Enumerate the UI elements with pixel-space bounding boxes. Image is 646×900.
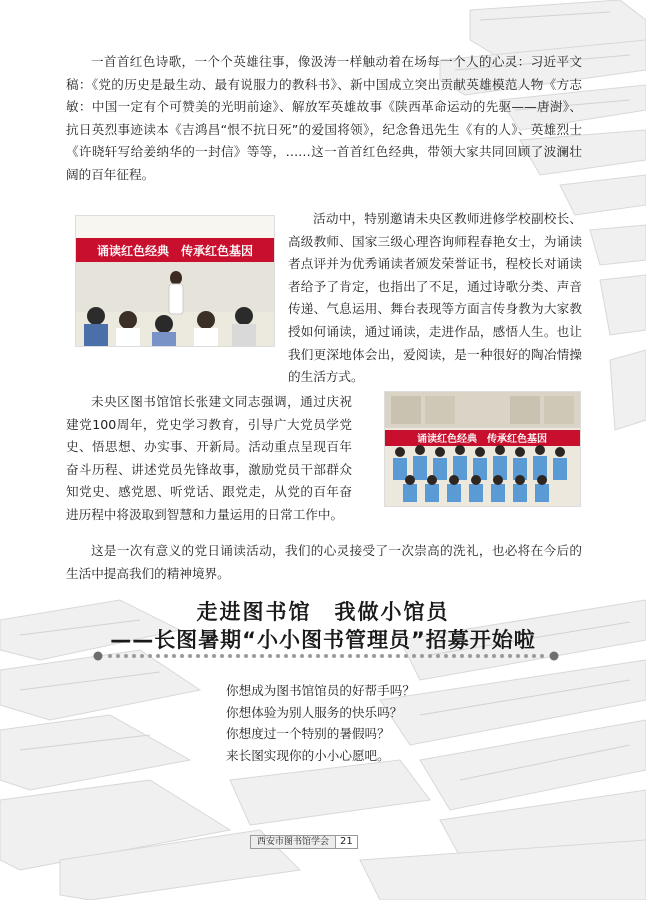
divider-dot — [252, 654, 256, 658]
divider-dot — [164, 654, 168, 658]
divider-dot — [188, 654, 192, 658]
divider-dot — [412, 654, 416, 658]
divider-dot — [396, 654, 400, 658]
divider-dot — [460, 654, 464, 658]
divider-dot — [244, 654, 248, 658]
divider-dot — [124, 654, 128, 658]
divider-dot — [308, 654, 312, 658]
divider-dot — [116, 654, 120, 658]
divider-dot — [268, 654, 272, 658]
divider-dot — [292, 654, 296, 658]
divider-dot — [356, 654, 360, 658]
divider-dot — [364, 654, 368, 658]
article-paragraph-4: 这是一次有意义的党日诵读活动，我们的心灵接受了一次崇高的洗礼，也必将在今后的生活中提高我们的精神境界。 — [66, 543, 582, 581]
divider-dot — [316, 654, 320, 658]
divider-dot — [484, 654, 488, 658]
divider-dot — [340, 654, 344, 658]
divider-dot — [444, 654, 448, 658]
divider-dot — [388, 654, 392, 658]
divider-dot — [204, 654, 208, 658]
divider-dot — [468, 654, 472, 658]
article-paragraph-3: 未央区图书馆馆长张建文同志强调，通过庆祝建党100周年，党史学习教育，引导广大党员学党史、悟思想、办实事、开新局。活动重点呈现百年奋斗历程、讲述党员先锋故事，激励党员干部群众知党史、感党恩、听党话、跟党走，从党的百年奋进历程中将汲取到智慧和力量运用的日常工作中。 — [66, 394, 352, 522]
footer-publisher-label: 西安市图书馆学会 — [250, 835, 336, 849]
divider-dot — [532, 654, 536, 658]
divider-dot — [108, 654, 112, 658]
question-line: 你想成为图书馆馆员的好帮手吗？ — [226, 683, 415, 698]
divider-dot — [148, 654, 152, 658]
divider-dot — [332, 654, 336, 658]
divider-dot — [508, 654, 512, 658]
divider-dot — [276, 654, 280, 658]
photo2-banner-text: 诵读红色经典 传承红色基因 — [417, 434, 547, 445]
photo1-banner-text: 诵读红色经典 传承红色基因 — [96, 244, 254, 258]
question-line: 你想体验为别人服务的快乐吗？ — [226, 704, 403, 720]
divider-dot — [236, 654, 240, 658]
divider-dot — [212, 654, 216, 658]
announcement-title-line2: ——长图暑期“小小图书管理员”招募开始啦 — [110, 628, 536, 652]
article-paragraph-2: 活动中，特别邀请未央区教师进修学校副校长、高级教师、国家三级心理咨询师程春艳女士，为诵读者点评并为优秀诵读者颁发荣誉证书，程校长对诵读者给予了肯定，也指出了不足，通过诗歌分类、声音传递、气息运用、舞台表现等方面言传身教为大家教授如何诵读，通过诵读，走进作品，感悟人生。也让我们更深地体会出，爱阅读，是一种很好的陶冶情操的生活方式。 — [288, 211, 582, 385]
divider-dot — [220, 654, 224, 658]
divider-dot — [492, 654, 496, 658]
divider-dot — [180, 654, 184, 658]
page-footer — [250, 835, 358, 849]
divider-dot — [140, 654, 144, 658]
photo-recital-stage — [75, 215, 275, 347]
divider-dot — [260, 654, 264, 658]
divider-dot — [500, 654, 504, 658]
photo-group-picture — [384, 391, 581, 507]
divider-dot — [476, 654, 480, 658]
divider-dot — [172, 654, 176, 658]
divider-dot — [452, 654, 456, 658]
recruitment-questions — [226, 680, 415, 766]
dotted-divider — [92, 649, 560, 663]
announcement-title-line1: 走进图书馆 我做小馆员 — [196, 600, 450, 624]
divider-dot — [196, 654, 200, 658]
divider-dot — [284, 654, 288, 658]
divider-dot — [524, 654, 528, 658]
divider-dot — [156, 654, 160, 658]
divider-dot — [324, 654, 328, 658]
divider-dot — [300, 654, 304, 658]
article-paragraph-1: 一首首红色诗歌，一个个英雄往事，像汲涛一样触动着在场每一个人的心灵：习近平文稿：《党的历史是最生动、最有说服力的教科书》、新中国成立突出贡献英雄模范人物《方志敏：中国一定有个可赞美的光明前途》、解放军英雄故事《陕西革命运动的先驱——唐澍》、抗日英烈事迹读本《吉鸿昌“恨不抗日死”的爱国将领》，纪念鲁迅先生《有的人》、英雄烈士《许晓轩写给姜纳华的一封信》等等，……这一首首红色经典，带领大家共同回顾了波澜壮阔的百年征程。 — [66, 54, 582, 182]
divider-dot — [516, 654, 520, 658]
divider-dot — [380, 654, 384, 658]
divider-dot — [132, 654, 136, 658]
divider-dot — [428, 654, 432, 658]
divider-dot — [372, 654, 376, 658]
divider-dot — [420, 654, 424, 658]
divider-dot — [404, 654, 408, 658]
page-number: 21 — [336, 835, 358, 849]
question-line: 你想度过一个特别的暑假吗？ — [226, 726, 390, 741]
question-line: 来长图实现你的小小心愿吧。 — [226, 747, 390, 763]
divider-dot — [540, 654, 544, 658]
divider-dot — [436, 654, 440, 658]
divider-dot — [348, 654, 352, 658]
divider-dot — [228, 654, 232, 658]
